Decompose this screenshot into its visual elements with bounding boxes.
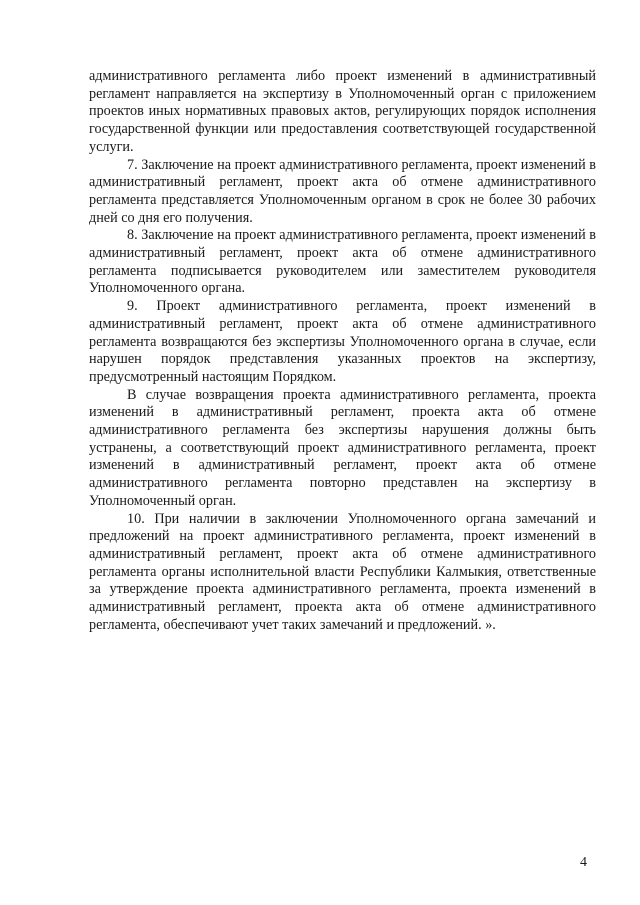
page-number: 4 — [580, 855, 587, 870]
document-body — [89, 68, 596, 635]
paragraph-continuation: административного регламента либо проект изменений в административный регламент направляется на экспертизу в Уполномоченный орган с приложением проектов иных нормативных правовых актов, регулирующих порядок исполнения государственной функции или предоставления соответствующей государственной услуги. — [89, 68, 596, 155]
paragraph-9-return-case: В случае возвращения проекта административного регламента, проекта изменений в административный регламент, проекта акта об отмене административного регламента без экспертизы нарушения должны быть устранены, а соответствующий проект административного регламента, проект изменений в административный регламент, проект акта об отмене административного регламента повторно представлен на экспертизу в Уполномоченный орган. — [89, 386, 596, 509]
paragraph-9: 9. Проект административного регламента, проект изменений в административный регламент, проект акта об отмене административного регламента возвращаются без экспертизы Уполномоченного органа в случае, если нарушен порядок представления указанных проектов на экспертизу, предусмотренный настоящим Порядком. — [89, 298, 596, 385]
paragraph-7: 7. Заключение на проект административного регламента, проект изменений в административный регламент, проект акта об отмене административного регламента представляется Уполномоченным органом в срок не более 30 рабочих дней со дня его получения. — [89, 156, 596, 226]
paragraph-10: 10. При наличии в заключении Уполномоченного органа замечаний и предложений на проект административного регламента, проект изменений в административный регламент, проект акта об отмене административного регламента органы исполнительной власти Республики Калмыкия, ответственные за утверждение проекта административного регламента, проекта изменений в административный регламент, проекта акта об отмене административного регламента, обеспечивают учет таких замечаний и предложений. ». — [89, 510, 596, 633]
paragraph-8: 8. Заключение на проект административного регламента, проект изменений в административный регламент, проект акта об отмене административного регламента подписывается руководителем или заместителем руководителя Уполномоченного органа. — [89, 227, 596, 297]
